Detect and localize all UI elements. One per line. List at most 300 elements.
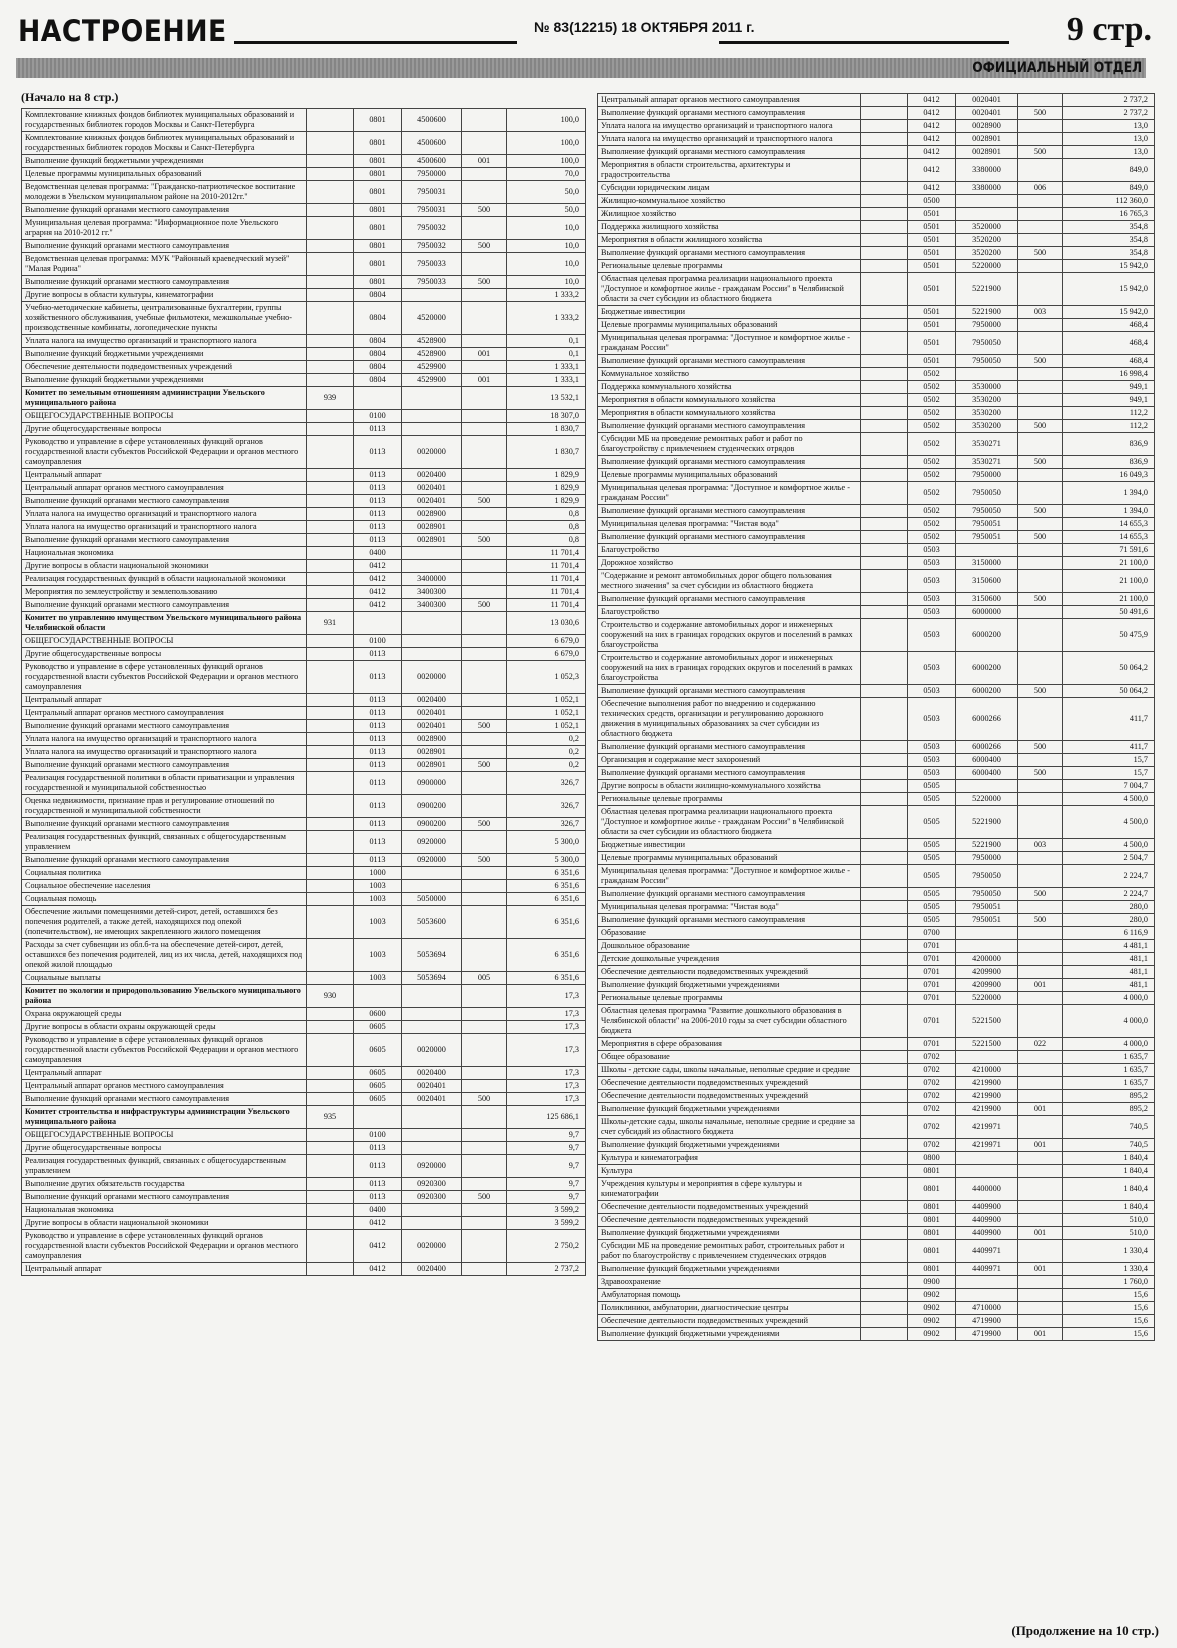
section-code	[354, 387, 402, 410]
section-code: 0113	[354, 772, 402, 795]
row-name: Муниципальная целевая программа: "Доступное и комфортное жилье - гражданам России"	[598, 865, 861, 888]
amount: 5 300,0	[507, 854, 586, 867]
article-code: 3150600	[956, 593, 1018, 606]
amount: 0,1	[507, 348, 586, 361]
row-name: Региональные целевые программы	[598, 992, 861, 1005]
article-code: 0920000	[402, 854, 462, 867]
expense-type: 500	[462, 720, 507, 733]
section-code: 0113	[354, 746, 402, 759]
table-row	[598, 606, 1155, 619]
amount: 4 000,0	[1063, 1038, 1155, 1051]
expense-type: 500	[1018, 685, 1063, 698]
amount: 849,0	[1063, 159, 1155, 182]
expense-type	[462, 635, 507, 648]
expense-type	[462, 1217, 507, 1230]
article-code: 0028901	[402, 746, 462, 759]
amount: 2 737,2	[1063, 94, 1155, 107]
expense-type	[1018, 1152, 1063, 1165]
article-code: 3150600	[956, 570, 1018, 593]
amount: 10,0	[507, 217, 586, 240]
admin-code	[861, 888, 908, 901]
admin-code	[861, 741, 908, 754]
article-code: 0028900	[956, 120, 1018, 133]
expense-type	[462, 694, 507, 707]
row-name: Субсидии юридическим лицам	[598, 182, 861, 195]
amount: 740,5	[1063, 1139, 1155, 1152]
expense-type	[1018, 195, 1063, 208]
row-name: Мероприятия в области строительства, архитектуры и градостроительства	[598, 159, 861, 182]
amount: 16 998,4	[1063, 368, 1155, 381]
amount: 6 116,9	[1063, 927, 1155, 940]
amount: 481,1	[1063, 966, 1155, 979]
amount: 100,0	[507, 132, 586, 155]
section-code: 0801	[354, 253, 402, 276]
article-code: 0028900	[402, 508, 462, 521]
amount: 1 333,2	[507, 289, 586, 302]
amount: 949,1	[1063, 394, 1155, 407]
article-code: 7950051	[956, 901, 1018, 914]
amount: 4 500,0	[1063, 839, 1155, 852]
row-name: Уплата налога на имущество организаций и транспортного налога	[598, 133, 861, 146]
section-code: 0113	[354, 1191, 402, 1204]
row-name: Обеспечение жилыми помещениями детей-сирот, детей, оставшихся без попечения родителей, а также детей, находящихся под опекой (попечительством), не имеющих закрепленного жилого помещения	[22, 906, 307, 939]
amount: 326,7	[507, 818, 586, 831]
table-row	[598, 593, 1155, 606]
admin-code	[861, 606, 908, 619]
row-name: Муниципальная целевая программа: "Доступное и комфортное жилье - гражданам России"	[598, 482, 861, 505]
amount: 9,7	[507, 1178, 586, 1191]
table-row	[598, 979, 1155, 992]
expense-type	[462, 181, 507, 204]
table-row	[598, 456, 1155, 469]
expense-type	[1018, 806, 1063, 839]
section-code: 0502	[908, 456, 956, 469]
row-name: "Содержание и ремонт автомобильных дорог общего пользования местного значения" за счет субсидии из областного бюджета	[598, 570, 861, 593]
amount: 481,1	[1063, 953, 1155, 966]
admin-code	[861, 146, 908, 159]
article-code: 0020401	[402, 1080, 462, 1093]
admin-code	[307, 361, 354, 374]
table-row	[22, 469, 586, 482]
article-code: 4528900	[402, 335, 462, 348]
row-name: Субсидии МБ на проведение ремонтных работ и работ по благоустройству с привлечением студенческих отрядов	[598, 433, 861, 456]
article-code: 4219900	[956, 1103, 1018, 1116]
table-row	[22, 1129, 586, 1142]
amount: 15 942,0	[1063, 306, 1155, 319]
row-name: Выполнение функций органами местного самоуправления	[598, 146, 861, 159]
table-row	[598, 1328, 1155, 1341]
row-name: Региональные целевые программы	[598, 260, 861, 273]
article-code: 4210000	[956, 1064, 1018, 1077]
amount: 17,3	[507, 1021, 586, 1034]
article-code: 0020400	[402, 1067, 462, 1080]
article-code: 7950032	[402, 240, 462, 253]
row-name: Общее образование	[598, 1051, 861, 1064]
section-code: 0505	[908, 901, 956, 914]
table-row	[598, 273, 1155, 306]
newspaper-title: НАСТРОЕНИЕ	[18, 14, 227, 48]
article-code	[402, 1204, 462, 1217]
section-code: 0505	[908, 865, 956, 888]
table-row	[22, 648, 586, 661]
article-code: 3380000	[956, 182, 1018, 195]
table-row	[22, 1067, 586, 1080]
section-code: 0902	[908, 1315, 956, 1328]
section-code: 0113	[354, 469, 402, 482]
admin-code	[307, 302, 354, 335]
table-row	[22, 694, 586, 707]
article-code: 3530200	[956, 394, 1018, 407]
expense-type	[1018, 407, 1063, 420]
article-code: 7950050	[956, 505, 1018, 518]
section-code: 0113	[354, 661, 402, 694]
admin-code	[307, 1093, 354, 1106]
amount: 15,6	[1063, 1328, 1155, 1341]
expense-type	[462, 939, 507, 972]
table-row	[598, 381, 1155, 394]
table-row	[22, 772, 586, 795]
expense-type	[1018, 518, 1063, 531]
table-row	[598, 1263, 1155, 1276]
article-code: 0028901	[956, 133, 1018, 146]
article-code: 7950051	[956, 914, 1018, 927]
section-code: 0503	[908, 698, 956, 741]
table-row	[598, 505, 1155, 518]
article-code: 5053600	[402, 906, 462, 939]
article-code	[402, 1142, 462, 1155]
article-code	[402, 1021, 462, 1034]
row-name: Выполнение функций бюджетными учреждениями	[22, 348, 307, 361]
amount: 5 300,0	[507, 831, 586, 854]
table-row	[598, 570, 1155, 593]
amount: 11 701,4	[507, 547, 586, 560]
article-code: 0020400	[402, 1263, 462, 1276]
admin-code	[307, 534, 354, 547]
admin-code	[861, 531, 908, 544]
article-code: 0020401	[402, 720, 462, 733]
table-row	[598, 94, 1155, 107]
amount: 100,0	[507, 109, 586, 132]
expense-type	[462, 831, 507, 854]
article-code	[402, 1129, 462, 1142]
table-row	[598, 221, 1155, 234]
article-code: 0900000	[402, 772, 462, 795]
article-code	[956, 927, 1018, 940]
row-name: Мероприятия по землеустройству и землепользованию	[22, 586, 307, 599]
row-name: Строительство и содержание автомобильных дорог и инженерных сооружений на них в границах городских округов и поселений в рамках благоустройства	[598, 652, 861, 685]
amount: 849,0	[1063, 182, 1155, 195]
row-name: Выполнение функций бюджетными учреждениями	[598, 979, 861, 992]
row-name: Выполнение функций органами местного самоуправления	[22, 534, 307, 547]
section-code: 0505	[908, 780, 956, 793]
row-name: Целевые программы муниципальных образований	[598, 852, 861, 865]
amount: 17,3	[507, 1080, 586, 1093]
section-code: 0702	[908, 1051, 956, 1064]
expense-type	[1018, 368, 1063, 381]
section-code: 0505	[908, 839, 956, 852]
table-row	[598, 1051, 1155, 1064]
section-code: 0113	[354, 854, 402, 867]
amount: 4 000,0	[1063, 1005, 1155, 1038]
amount: 50 475,9	[1063, 619, 1155, 652]
row-name: Благоустройство	[598, 544, 861, 557]
row-name: ОБЩЕГОСУДАРСТВЕННЫЕ ВОПРОСЫ	[22, 1129, 307, 1142]
table-row	[22, 573, 586, 586]
admin-code	[861, 247, 908, 260]
row-name: Другие вопросы в области национальной экономики	[22, 560, 307, 573]
expense-type: 500	[1018, 146, 1063, 159]
row-name: Реализация государственных функций, связанных с общегосударственным управлением	[22, 1155, 307, 1178]
expense-type	[462, 410, 507, 423]
table-row	[598, 1139, 1155, 1152]
row-name: Муниципальная целевая программа: "Информационное поле Увельского аграрня на 2010-2012 гг."	[22, 217, 307, 240]
table-row	[598, 1038, 1155, 1051]
row-name: Национальная экономика	[22, 547, 307, 560]
table-row	[598, 940, 1155, 953]
section-code: 0701	[908, 1038, 956, 1051]
amount: 7 004,7	[1063, 780, 1155, 793]
amount: 895,2	[1063, 1090, 1155, 1103]
expense-type	[1018, 1315, 1063, 1328]
row-name: Выполнение функций органами местного самоуправления	[22, 240, 307, 253]
row-name: Уплата налога на имущество организаций и транспортного налога	[22, 733, 307, 746]
expense-type	[462, 132, 507, 155]
row-name: Культура	[598, 1165, 861, 1178]
admin-code	[307, 1191, 354, 1204]
table-row	[598, 260, 1155, 273]
admin-code	[861, 518, 908, 531]
article-code: 0920000	[402, 831, 462, 854]
table-row	[598, 433, 1155, 456]
admin-code	[861, 1214, 908, 1227]
table-row	[598, 544, 1155, 557]
article-code: 6000400	[956, 754, 1018, 767]
table-row	[598, 420, 1155, 433]
article-code: 0920300	[402, 1178, 462, 1191]
admin-code	[307, 348, 354, 361]
article-code	[956, 195, 1018, 208]
expense-type: 500	[1018, 355, 1063, 368]
admin-code	[861, 780, 908, 793]
table-row	[598, 927, 1155, 940]
row-name: Выполнение функций органами местного самоуправления	[22, 495, 307, 508]
admin-code	[307, 253, 354, 276]
expense-type	[462, 482, 507, 495]
expense-type	[1018, 966, 1063, 979]
admin-code	[861, 1090, 908, 1103]
row-name: Выполнение функций бюджетными учреждениями	[598, 1328, 861, 1341]
article-code: 4409900	[956, 1201, 1018, 1214]
table-row	[598, 914, 1155, 927]
expense-type	[462, 1155, 507, 1178]
admin-code	[861, 120, 908, 133]
row-name: Уплата налога на имущество организаций и транспортного налога	[598, 120, 861, 133]
article-code: 0020401	[402, 1093, 462, 1106]
amount: 411,7	[1063, 741, 1155, 754]
amount: 0,2	[507, 733, 586, 746]
table-row	[598, 839, 1155, 852]
table-row	[22, 939, 586, 972]
admin-code	[861, 456, 908, 469]
expense-type	[462, 253, 507, 276]
admin-code	[307, 707, 354, 720]
expense-type: 005	[462, 972, 507, 985]
section-code: 0501	[908, 208, 956, 221]
amount: 1 829,9	[507, 469, 586, 482]
section-code: 0701	[908, 1005, 956, 1038]
admin-code	[861, 1302, 908, 1315]
article-code: 3400300	[402, 599, 462, 612]
expense-type: 001	[1018, 1103, 1063, 1116]
table-row	[22, 1191, 586, 1204]
row-name: Социальная помощь	[22, 893, 307, 906]
article-code: 0020401	[402, 482, 462, 495]
expense-type: 500	[462, 204, 507, 217]
row-name: Жилищное хозяйство	[598, 208, 861, 221]
expense-type	[1018, 381, 1063, 394]
admin-code	[307, 661, 354, 694]
amount: 1 829,9	[507, 482, 586, 495]
row-name: ОБЩЕГОСУДАРСТВЕННЫЕ ВОПРОСЫ	[22, 410, 307, 423]
admin-code	[307, 893, 354, 906]
article-code: 0020000	[402, 1230, 462, 1263]
admin-code	[307, 560, 354, 573]
amount: 0,8	[507, 508, 586, 521]
article-code: 4520000	[402, 302, 462, 335]
article-code: 7950033	[402, 276, 462, 289]
admin-code	[861, 927, 908, 940]
expense-type: 001	[1018, 1139, 1063, 1152]
row-name: Выполнение функций органами местного самоуправления	[598, 420, 861, 433]
amount: 10,0	[507, 240, 586, 253]
admin-code	[861, 966, 908, 979]
admin-code	[307, 906, 354, 939]
table-row	[22, 240, 586, 253]
admin-code	[861, 332, 908, 355]
expense-type	[1018, 992, 1063, 1005]
expense-type	[462, 521, 507, 534]
admin-code	[861, 1051, 908, 1064]
row-name: Муниципальная целевая программа: "Чистая вода"	[598, 518, 861, 531]
admin-code	[307, 469, 354, 482]
row-name: Другие общегосударственные вопросы	[22, 1142, 307, 1155]
amount: 14 655,3	[1063, 518, 1155, 531]
row-name: Выполнение функций органами местного самоуправления	[22, 276, 307, 289]
expense-type: 500	[462, 534, 507, 547]
amount: 50,0	[507, 204, 586, 217]
section-code: 1003	[354, 880, 402, 893]
table-row	[598, 394, 1155, 407]
expense-type	[1018, 652, 1063, 685]
admin-code	[861, 1328, 908, 1341]
amount: 468,4	[1063, 332, 1155, 355]
section-code: 0505	[908, 793, 956, 806]
table-row	[22, 1106, 586, 1129]
expense-type	[1018, 120, 1063, 133]
table-row	[598, 120, 1155, 133]
admin-code	[861, 505, 908, 518]
admin-code	[307, 181, 354, 204]
article-code: 0028900	[402, 733, 462, 746]
amount: 1 830,7	[507, 423, 586, 436]
amount: 50,0	[507, 181, 586, 204]
section-code: 1000	[354, 867, 402, 880]
table-row	[22, 854, 586, 867]
expense-type	[1018, 133, 1063, 146]
admin-code	[307, 276, 354, 289]
admin-code	[861, 1201, 908, 1214]
row-name: Руководство и управление в сфере установленных функций органов государственной власти субъектов Российской Федерации и органов местного самоуправления	[22, 1230, 307, 1263]
admin-code	[861, 195, 908, 208]
amount: 354,8	[1063, 221, 1155, 234]
left-column	[21, 108, 586, 1276]
row-name: Выполнение функций органами местного самоуправления	[22, 759, 307, 772]
section-code: 0804	[354, 348, 402, 361]
expense-type	[1018, 332, 1063, 355]
amount: 11 701,4	[507, 586, 586, 599]
expense-type: 001	[462, 374, 507, 387]
row-name: Выполнение функций органами местного самоуправления	[598, 685, 861, 698]
section-code: 0503	[908, 544, 956, 557]
admin-code	[307, 1142, 354, 1155]
article-code: 3150000	[956, 557, 1018, 570]
admin-code	[307, 746, 354, 759]
table-row	[598, 355, 1155, 368]
amount: 1 840,4	[1063, 1152, 1155, 1165]
table-row	[598, 1289, 1155, 1302]
admin-code	[307, 155, 354, 168]
amount: 9,7	[507, 1129, 586, 1142]
admin-code	[307, 818, 354, 831]
row-name: Комплектование книжных фондов библиотек муниципальных образований и государственных библиотек городов Москвы и Санкт-Петербурга	[22, 132, 307, 155]
admin-code	[861, 1077, 908, 1090]
expense-type	[1018, 754, 1063, 767]
expense-type	[1018, 94, 1063, 107]
expense-type	[1018, 1201, 1063, 1214]
row-name: Мероприятия в сфере образования	[598, 1038, 861, 1051]
admin-code: 931	[307, 612, 354, 635]
row-name: Областная целевая программа реализации национального проекта "Доступное и комфортное жилье - гражданам России" в Челябинской области за счет субсидии из областного бюджета	[598, 273, 861, 306]
amount: 1 635,7	[1063, 1077, 1155, 1090]
amount: 0,1	[507, 335, 586, 348]
row-name: Комплектование книжных фондов библиотек муниципальных образований и государственных библиотек городов Москвы и Санкт-Петербурга	[22, 109, 307, 132]
admin-code	[861, 368, 908, 381]
article-code: 5221500	[956, 1005, 1018, 1038]
table-row	[22, 1008, 586, 1021]
admin-code	[307, 168, 354, 181]
table-row	[598, 306, 1155, 319]
amount: 13 030,6	[507, 612, 586, 635]
admin-code	[307, 648, 354, 661]
section-code: 0502	[908, 407, 956, 420]
expense-type: 500	[1018, 888, 1063, 901]
row-name: Выполнение функций органами местного самоуправления	[598, 505, 861, 518]
article-code: 4719900	[956, 1315, 1018, 1328]
admin-code	[307, 880, 354, 893]
expense-type	[1018, 433, 1063, 456]
table-row	[22, 547, 586, 560]
row-name: Целевые программы муниципальных образований	[598, 319, 861, 332]
article-code	[402, 423, 462, 436]
table-row	[598, 368, 1155, 381]
admin-code	[861, 544, 908, 557]
table-row	[22, 1178, 586, 1191]
admin-code	[861, 940, 908, 953]
amount: 1 333,1	[507, 361, 586, 374]
amount: 326,7	[507, 795, 586, 818]
table-row	[22, 818, 586, 831]
amount: 13,0	[1063, 133, 1155, 146]
